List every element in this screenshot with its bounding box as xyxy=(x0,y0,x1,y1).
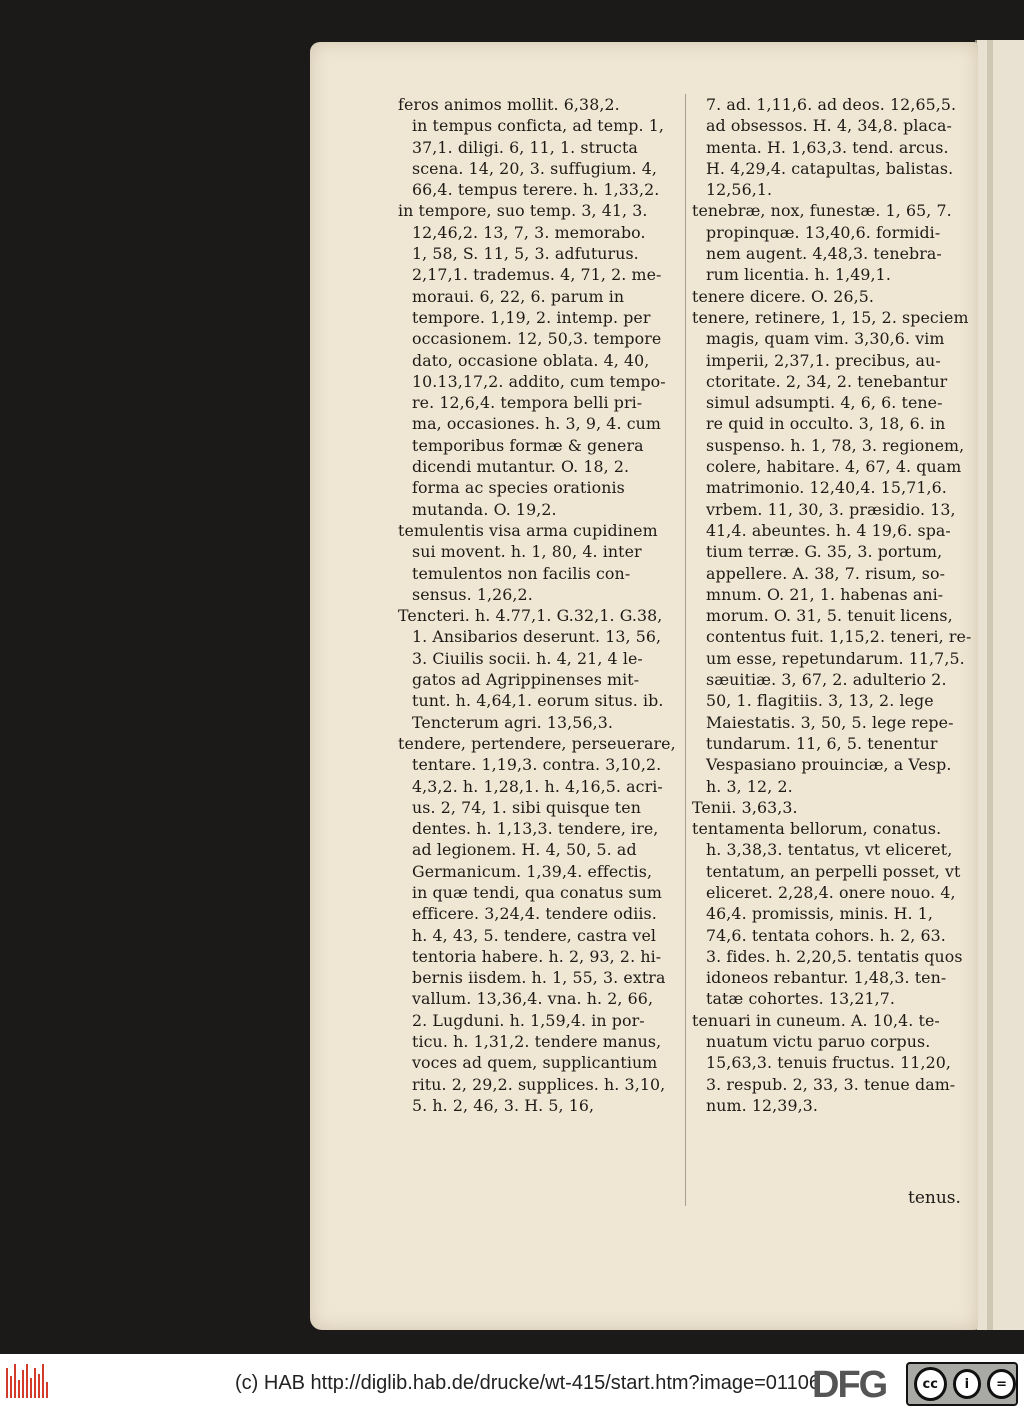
text-line: 5. h. 2, 46, 3. H. 5, 16, xyxy=(412,1095,595,1115)
text-line: nuatum victu paruo corpus. xyxy=(706,1032,931,1052)
sa-icon: = xyxy=(987,1369,1016,1399)
text-line: tentare. 1,19,3. contra. 3,10,2. xyxy=(412,755,662,775)
text-line: Maiestatis. 3, 50, 5. lege repe- xyxy=(706,712,954,732)
text-line: 74,6. tentata cohors. h. 2, 63. xyxy=(706,925,946,945)
text-line: 66,4. tempus terere. h. 1,33,2. xyxy=(412,180,660,200)
text-line: scena. 14, 20, 3. suffugium. 4, xyxy=(412,158,657,178)
text-line: Tenii. 3,63,3. xyxy=(692,797,798,817)
text-line: Vespasiano prouinciæ, a Vesp. xyxy=(706,755,952,775)
text-line: 41,4. abeuntes. h. 4 19,6. spa- xyxy=(706,520,951,540)
text-line: 1. Ansibarios deserunt. 13, 56, xyxy=(412,627,662,647)
text-line: re. 12,6,4. tempora belli pri- xyxy=(412,393,643,413)
text-line: in quæ tendi, qua conatus sum xyxy=(412,882,662,902)
text-line: nem augent. 4,48,3. tenebra- xyxy=(706,244,942,264)
text-line: matrimonio. 12,40,4. 15,71,6. xyxy=(706,478,947,498)
text-line: tenere, retinere, 1, 15, 2. speciem xyxy=(692,307,969,327)
text-line: 37,1. diligi. 6, 11, 1. structa xyxy=(412,137,638,157)
text-line: h. 3,38,3. tentatus, vt eliceret, xyxy=(706,840,953,860)
text-line: 46,4. promissis, minis. H. 1, xyxy=(706,904,934,924)
text-line: menta. H. 1,63,3. tend. arcus. xyxy=(706,137,949,157)
text-line: re quid in occulto. 3, 18, 6. in xyxy=(706,414,946,434)
text-line: 3. fides. h. 2,20,5. tentatis quos xyxy=(706,946,963,966)
text-line: num. 12,39,3. xyxy=(706,1095,818,1115)
text-line: tentamenta bellorum, conatus. xyxy=(692,819,942,839)
left-column xyxy=(398,94,688,1116)
catchword: tenus. xyxy=(908,1188,961,1208)
text-line: voces ad quem, supplicantium xyxy=(412,1053,658,1073)
text-line: tendere, pertendere, perseuerare, xyxy=(398,733,676,753)
text-line: 4,3,2. h. 1,28,1. h. 4,16,5. acri- xyxy=(412,776,663,796)
next-page-edge xyxy=(975,40,1024,1330)
text-line: vrbem. 11, 30, 3. præsidio. 13, xyxy=(706,499,956,519)
text-line: 15,63,3. tenuis fructus. 11,20, xyxy=(706,1053,951,1073)
text-line: us. 2, 74, 1. sibi quisque ten xyxy=(412,797,641,817)
text-line: tentoria habere. h. 2, 93, 2. hi- xyxy=(412,946,662,966)
text-line: tenere dicere. O. 26,5. xyxy=(692,286,875,306)
text-line: tenuari in cuneum. A. 10,4. te- xyxy=(692,1010,940,1030)
text-line: simul adsumpti. 4, 6, 6. tene- xyxy=(706,393,943,413)
text-line: tunt. h. 4,64,1. eorum situs. ib. xyxy=(412,691,664,711)
text-line: morum. O. 31, 5. tenuit licens, xyxy=(706,606,953,626)
text-line: sæuitiæ. 3, 67, 2. adulterio 2. xyxy=(706,670,947,690)
hab-logo-icon xyxy=(6,1364,48,1398)
text-line: moraui. 6, 22, 6. parum in xyxy=(412,286,625,306)
cc-icon: cc xyxy=(914,1367,947,1401)
text-line: dicendi mutantur. O. 18, 2. xyxy=(412,457,630,477)
text-line: occasionem. 12, 50,3. tempore xyxy=(412,329,662,349)
text-line: mnum. O. 21, 1. habenas ani- xyxy=(706,584,944,604)
text-line: ctoritate. 2, 34, 2. tenebantur xyxy=(706,371,948,391)
text-line: mutanda. O. 19,2. xyxy=(412,499,557,519)
text-line: propinquæ. 13,40,6. formidi- xyxy=(706,222,941,242)
column-divider xyxy=(685,94,686,1206)
text-line: tempore. 1,19, 2. intemp. per xyxy=(412,307,651,327)
text-line: rum licentia. h. 1,49,1. xyxy=(706,265,891,285)
text-line: sui movent. h. 1, 80, 4. inter xyxy=(412,542,642,562)
text-line: tenebræ, nox, funestæ. 1, 65, 7. xyxy=(692,201,952,221)
text-line: gatos ad Agrippinenses mit- xyxy=(412,670,640,690)
text-line: imperii, 2,37,1. precibus, au- xyxy=(706,350,941,370)
text-line: vallum. 13,36,4. vna. h. 2, 66, xyxy=(412,989,654,1009)
text-line: ticu. h. 1,31,2. tendere manus, xyxy=(412,1032,662,1052)
by-icon: i xyxy=(953,1369,982,1399)
text-line: Tencteri. h. 4.77,1. G.32,1. G.38, xyxy=(398,606,663,626)
text-line: h. 4, 43, 5. tendere, castra vel xyxy=(412,925,657,945)
text-line: temulentos non facilis con- xyxy=(412,563,631,583)
text-line: ritu. 2, 29,2. supplices. h. 3,10, xyxy=(412,1074,666,1094)
text-line: temporibus formæ & genera xyxy=(412,435,644,455)
text-line: magis, quam vim. 3,30,6. vim xyxy=(706,329,945,349)
text-line: 3. respub. 2, 33, 3. tenue dam- xyxy=(706,1074,956,1094)
text-line: 10.13,17,2. addito, cum tempo- xyxy=(412,371,666,391)
dfg-logo: DFG xyxy=(812,1364,887,1406)
text-line: ad obsessos. H. 4, 34,8. placa- xyxy=(706,116,952,136)
text-line: H. 4,29,4. catapultas, balistas. xyxy=(706,158,954,178)
right-column xyxy=(692,94,972,1116)
text-line: 7. ad. 1,11,6. ad deos. 12,65,5. xyxy=(706,95,957,114)
text-line: tium terræ. G. 35, 3. portum, xyxy=(706,542,943,562)
text-line: suspenso. h. 1, 78, 3. regionem, xyxy=(706,435,965,455)
text-line: 2,17,1. trademus. 4, 71, 2. me- xyxy=(412,265,662,285)
text-line: 12,46,2. 13, 7, 3. memorabo. xyxy=(412,222,646,242)
text-line: contentus fuit. 1,15,2. teneri, re- xyxy=(706,627,972,647)
text-line: tatæ cohortes. 13,21,7. xyxy=(706,989,896,1009)
text-line: 1, 58, S. 11, 5, 3. adfuturus. xyxy=(412,244,639,264)
text-line: 50, 1. flagitiis. 3, 13, 2. lege xyxy=(706,691,934,711)
text-line: 12,56,1. xyxy=(706,180,773,200)
text-line: feros animos mollit. 6,38,2. xyxy=(398,95,620,114)
text-line: idoneos rebantur. 1,48,3. ten- xyxy=(706,968,947,988)
text-line: dato, occasione oblata. 4, 40, xyxy=(412,350,650,370)
text-line: in tempus conficta, ad temp. 1, xyxy=(412,116,664,136)
text-line: tentatum, an perpelli posset, vt xyxy=(706,861,961,881)
text-line: in tempore, suo temp. 3, 41, 3. xyxy=(398,201,648,221)
text-line: tundarum. 11, 6, 5. tenentur xyxy=(706,733,938,753)
text-line: Tencterum agri. 13,56,3. xyxy=(412,712,613,732)
book-page xyxy=(310,42,978,1330)
text-line: efficere. 3,24,4. tendere odiis. xyxy=(412,904,657,924)
text-line: colere, habitare. 4, 67, 4. quam xyxy=(706,457,962,477)
footer-bar xyxy=(0,1354,1024,1418)
citation-link[interactable]: (c) HAB http://diglib.hab.de/drucke/wt-415/start.htm?image=01106 xyxy=(235,1372,820,1394)
text-line: Germanicum. 1,39,4. effectis, xyxy=(412,861,653,881)
text-line: ma, occasiones. h. 3, 9, 4. cum xyxy=(412,414,662,434)
text-line: h. 3, 12, 2. xyxy=(706,776,793,796)
cc-license-badge[interactable] xyxy=(906,1362,1018,1406)
text-line: 2. Lugduni. h. 1,59,4. in por- xyxy=(412,1010,645,1030)
text-line: ad legionem. H. 4, 50, 5. ad xyxy=(412,840,637,860)
text-line: dentes. h. 1,13,3. tendere, ire, xyxy=(412,819,659,839)
text-line: appellere. A. 38, 7. risum, so- xyxy=(706,563,946,583)
text-line: 3. Ciuilis socii. h. 4, 21, 4 le- xyxy=(412,648,643,668)
text-line: bernis iisdem. h. 1, 55, 3. extra xyxy=(412,968,666,988)
text-line: temulentis visa arma cupidinem xyxy=(398,520,658,540)
text-line: um esse, repetundarum. 11,7,5. xyxy=(706,648,965,668)
text-line: eliceret. 2,28,4. onere nouo. 4, xyxy=(706,882,956,902)
text-line: forma ac species orationis xyxy=(412,478,625,498)
text-line: sensus. 1,26,2. xyxy=(412,584,533,604)
